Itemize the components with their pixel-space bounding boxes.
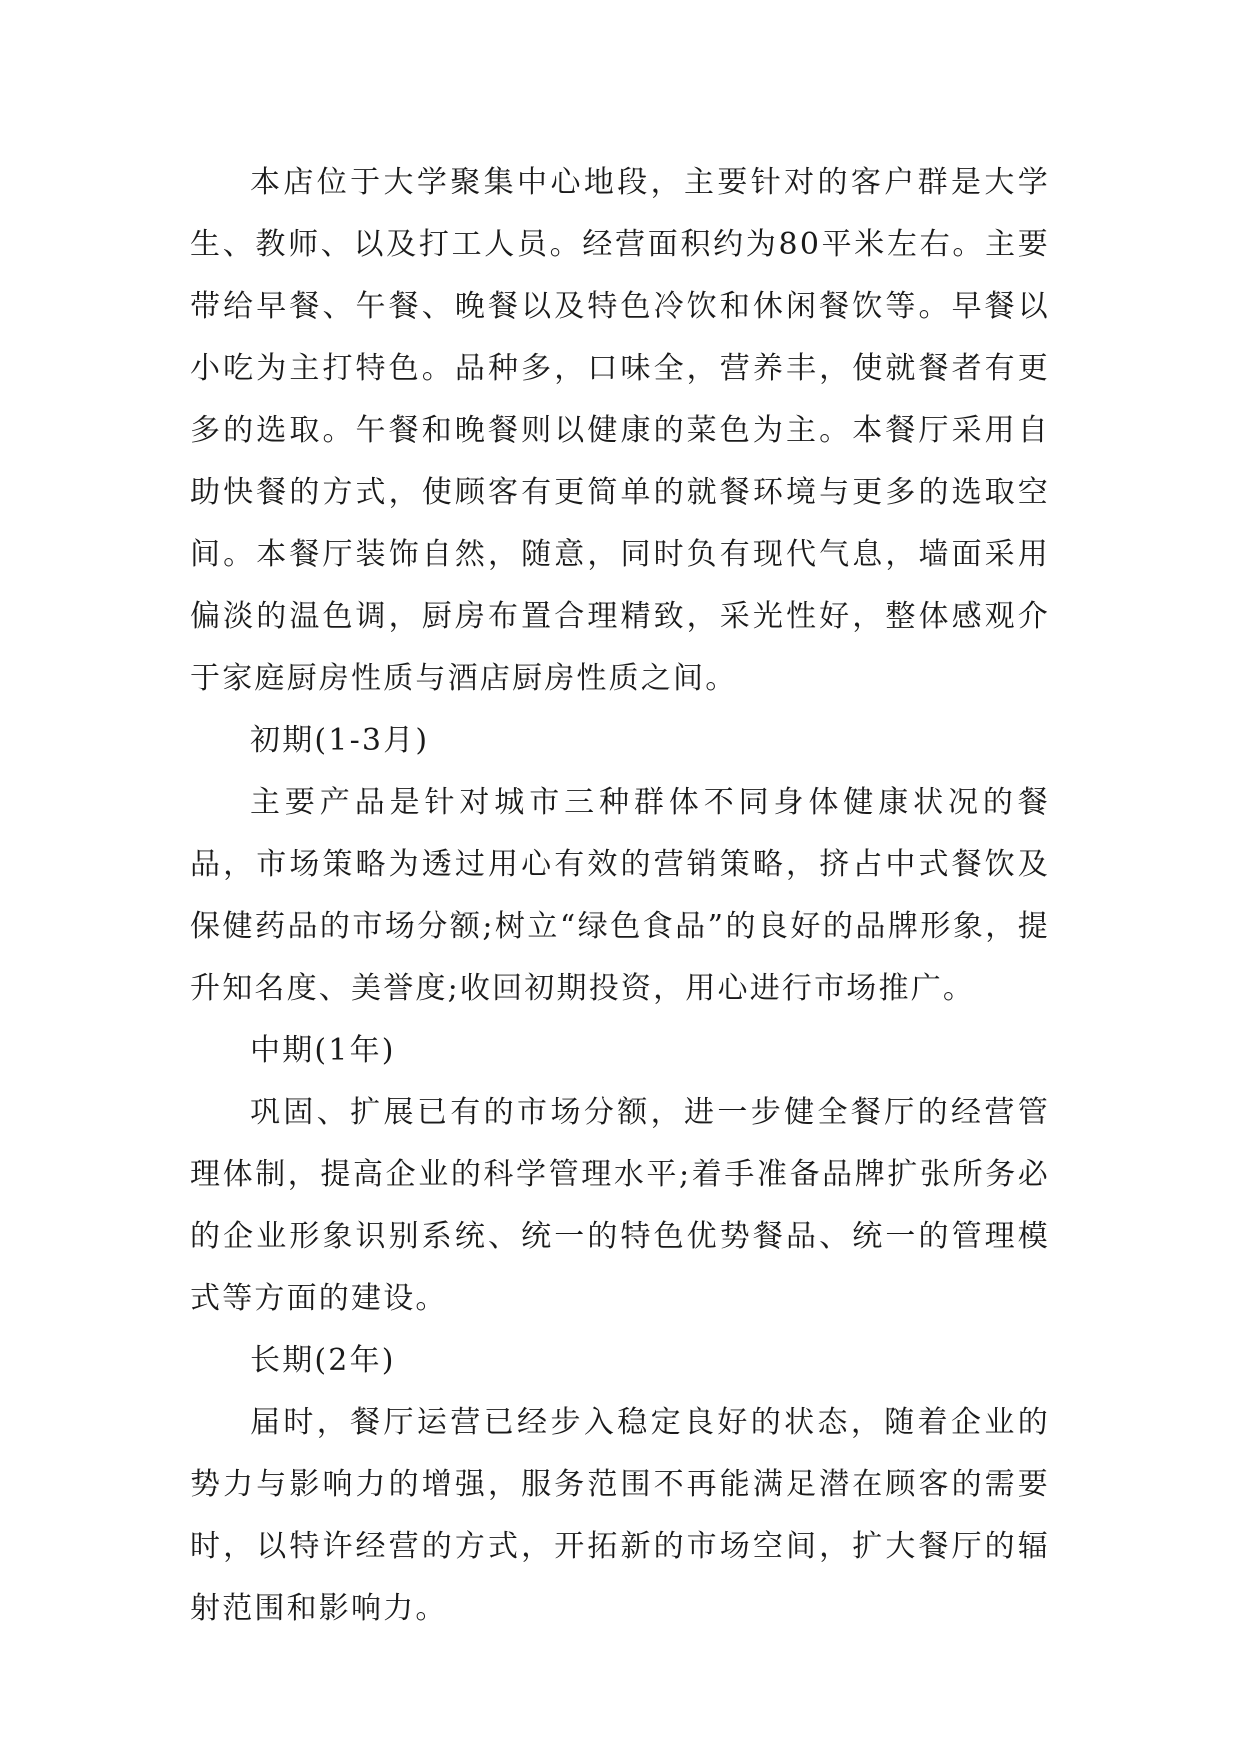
paragraph-mid-phase: 巩固、扩展已有的市场分额，进一步健全餐厅的经营管理体制，提高企业的科学管理水平;着手准备品牌扩张所务必的企业形象识别系统、统一的特色优势餐品、统一的管理模式等方面的建设。 [190, 1095, 1050, 1316]
heading-mid-phase: 中期(1年) [250, 1033, 396, 1068]
paragraph-early-phase: 主要产品是针对城市三种群体不同身体健康状况的餐品，市场策略为透过用心有效的营销策略，挤占中式餐饮及保健药品的市场分额;树立“绿色食品”的良好的品牌形象，提升知名度、美誉度;收回初期投资，用心进行市场推广。 [190, 785, 1050, 1006]
heading-early-phase: 初期(1-3月) [250, 723, 430, 758]
heading-long-phase: 长期(2年) [250, 1343, 396, 1378]
paragraph-intro: 本店位于大学聚集中心地段，主要针对的客户群是大学生、教师、以及打工人员。经营面积约为80平米左右。主要带给早餐、午餐、晚餐以及特色冷饮和休闲餐饮等。早餐以小吃为主打特色。品种多，口味全，营养丰，使就餐者有更多的选取。午餐和晚餐则以健康的菜色为主。本餐厅采用自助快餐的方式，使顾客有更简单的就餐环境与更多的选取空间。本餐厅装饰自然，随意，同时负有现代气息，墙面采用偏淡的温色调，厨房布置合理精致，采光性好，整体感观介于家庭厨房性质与酒店厨房性质之间。 [190, 165, 1050, 696]
document-body [190, 152, 1050, 1640]
paragraph-long-phase: 届时，餐厅运营已经步入稳定良好的状态，随着企业的势力与影响力的增强，服务范围不再能满足潜在顾客的需要时，以特许经营的方式，开拓新的市场空间，扩大餐厅的辐射范围和影响力。 [190, 1405, 1050, 1626]
